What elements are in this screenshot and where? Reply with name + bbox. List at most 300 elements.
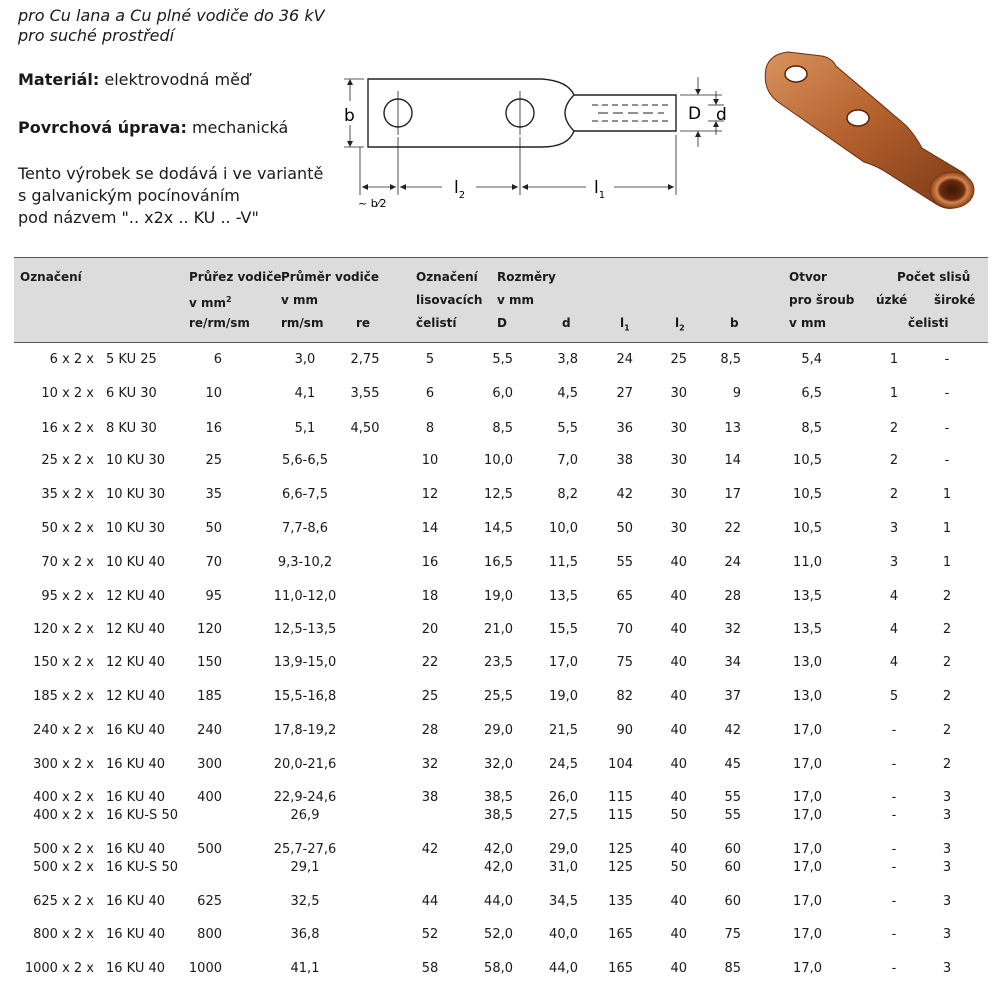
cell-l1: 115 [608,790,633,805]
cell-re: 4,50 [350,421,380,436]
header-celisti-3: čelistí [416,316,457,330]
cell-a: 240 x 2 x [33,723,94,738]
cell-l2: 50 [670,808,687,823]
cell-siroke: 2 [942,589,952,604]
table-top-rule [14,257,988,258]
cell-uzke: - [891,961,897,976]
cell-siroke: 2 [942,655,952,670]
cell-b: 12 KU 40 [106,689,166,704]
cell-D: 44,0 [484,894,513,909]
cell-D: 42,0 [484,860,513,875]
cell-siroke: 3 [942,927,952,942]
header-rozmery-2: v mm [497,293,535,307]
cell-rmsm: 6,6-7,5 [281,487,329,502]
cell-uzke: - [891,927,897,942]
cell-b: 12 KU 40 [106,622,166,637]
cell-b: 12 KU 40 [106,589,166,604]
cell-re: 2,75 [350,352,380,367]
cell-bb: 14 [724,453,741,468]
cell-cel: 28 [421,723,439,738]
cell-prurez: 150 [197,655,222,670]
cell-uzke: 4 [889,622,899,637]
cell-rmsm: 29,1 [290,860,320,875]
cell-d: 24,5 [549,757,578,772]
cell-bb: 60 [724,894,741,909]
cell-otvor: 17,0 [793,723,822,738]
cell-l1: 135 [608,894,633,909]
cell-uzke: 5 [889,689,899,704]
cell-a: 10 x 2 x [41,386,94,401]
cell-rmsm: 15,5-16,8 [273,689,337,704]
cell-uzke: 1 [889,352,899,367]
cell-rmsm: 4,1 [294,386,316,401]
cell-b: 16 KU 40 [106,961,166,976]
cell-prurez: 25 [205,453,222,468]
cell-siroke: - [944,352,950,367]
cell-l2: 40 [670,894,687,909]
dim-l1-label: $l_1$ [594,178,606,201]
cell-prurez: 50 [205,521,222,536]
cell-l2: 30 [670,386,687,401]
cell-D: 58,0 [484,961,513,976]
cell-l1: 75 [616,655,633,670]
cell-cel: 58 [421,961,439,976]
cell-b: 10 KU 30 [106,487,166,502]
cell-siroke: 1 [942,555,952,570]
cell-prurez: 95 [205,589,222,604]
cell-bb: 28 [724,589,741,604]
cell-uzke: - [891,808,897,823]
cell-d: 29,0 [549,842,578,857]
cell-l1: 50 [616,521,633,536]
header-l2: $l_2$ [675,316,685,333]
header-prumer-2: v mm [281,293,319,307]
cell-a: 70 x 2 x [41,555,94,570]
cell-l2: 40 [670,555,687,570]
cell-d: 34,5 [549,894,578,909]
cell-d: 19,0 [549,689,578,704]
cell-D: 52,0 [484,927,513,942]
cell-l1: 165 [608,961,633,976]
cell-siroke: 3 [942,894,952,909]
cell-l1: 70 [616,622,633,637]
header-otvor-1: Otvor [789,270,827,284]
cell-cel: 22 [421,655,439,670]
cell-D: 32,0 [484,757,513,772]
cell-rmsm: 5,6-6,5 [281,453,329,468]
cell-uzke: 4 [889,655,899,670]
cell-cel: 52 [421,927,439,942]
cell-b: 6 KU 30 [106,386,157,401]
cell-D: 38,5 [484,790,513,805]
cell-rmsm: 5,1 [294,421,316,436]
cell-otvor: 17,0 [793,961,822,976]
cell-uzke: 2 [889,487,899,502]
cell-l2: 40 [670,961,687,976]
cell-bb: 55 [724,808,741,823]
cell-uzke: - [891,842,897,857]
cell-b: 16 KU 40 [106,842,166,857]
dim-b-label: b [344,106,355,126]
lug-technical-drawing [330,65,750,225]
cell-otvor: 13,5 [793,622,822,637]
cell-bb: 34 [724,655,741,670]
cell-l1: 125 [608,860,633,875]
cell-l2: 30 [670,521,687,536]
cell-D: 25,5 [484,689,513,704]
cell-siroke: 2 [942,622,952,637]
cell-cel: 5 [425,352,435,367]
cell-cel: 44 [421,894,439,909]
cell-siroke: 2 [942,757,952,772]
cell-a: 300 x 2 x [33,757,94,772]
cell-rmsm: 25,7-27,6 [273,842,337,857]
dim-b-half-label: ~ b⁄2 [358,197,387,210]
cell-uzke: - [891,723,897,738]
cell-rmsm: 41,1 [290,961,320,976]
cell-l2: 40 [670,655,687,670]
cell-uzke: 4 [889,589,899,604]
material-line [18,70,250,90]
cell-b: 8 KU 30 [106,421,157,436]
cell-bb: 8,5 [720,352,741,367]
cell-d: 15,5 [549,622,578,637]
cell-cel: 38 [421,790,439,805]
cell-d: 27,5 [549,808,578,823]
cell-bb: 45 [724,757,741,772]
cell-bb: 9 [732,386,741,401]
cell-D: 6,0 [492,386,513,401]
cell-siroke: 1 [942,487,952,502]
header-pocet-celisti: čelisti [908,316,949,330]
cell-b: 16 KU 40 [106,757,166,772]
material-value: elektrovodná měď [104,70,251,89]
cell-prurez: 185 [197,689,222,704]
header-prumer-re: re [356,316,371,330]
cell-l2: 40 [670,757,687,772]
cell-rmsm: 7,7-8,6 [281,521,329,536]
cell-cel: 16 [421,555,439,570]
cell-l2: 25 [670,352,687,367]
cell-prurez: 70 [205,555,222,570]
cell-bb: 37 [724,689,741,704]
cell-l2: 30 [670,421,687,436]
note-line-3: pod názvem ".. x2x .. KU .. -V" [18,208,259,227]
cell-a: 16 x 2 x [41,421,94,436]
cell-uzke: - [891,757,897,772]
cell-cel: 25 [421,689,439,704]
cell-otvor: 13,0 [793,655,822,670]
cell-siroke: 3 [942,842,952,857]
cell-otvor: 17,0 [793,894,822,909]
cell-rmsm: 20,0-21,6 [273,757,337,772]
cell-uzke: - [891,790,897,805]
cell-otvor: 5,4 [801,352,822,367]
cell-a: 150 x 2 x [33,655,94,670]
header-pocet-uzke: úzké [876,293,908,307]
cell-prurez: 120 [197,622,222,637]
cell-D: 42,0 [484,842,513,857]
cell-bb: 60 [724,842,741,857]
cell-l1: 55 [616,555,633,570]
header-otvor-2: pro šroub [789,293,855,307]
cell-d: 8,2 [557,487,578,502]
cell-otvor: 11,0 [793,555,822,570]
header-prurez-3: re/rm/sm [189,316,250,330]
cell-prurez: 800 [197,927,222,942]
cell-otvor: 8,5 [801,421,822,436]
header-rozmery-1: Rozměry [497,270,556,284]
dim-D-label: D [688,104,702,124]
cell-d: 40,0 [549,927,578,942]
cell-siroke: 3 [942,790,952,805]
cell-a: 1000 x 2 x [24,961,94,976]
header-l1: $l_1$ [620,316,630,333]
cell-b: 16 KU-S 50 [106,860,178,875]
cell-prurez: 16 [205,421,222,436]
cell-bb: 42 [724,723,741,738]
cell-a: 95 x 2 x [41,589,94,604]
cell-siroke: 1 [942,521,952,536]
cell-uzke: 1 [889,386,899,401]
cell-bb: 13 [724,421,741,436]
cell-rmsm: 12,5-13,5 [273,622,337,637]
cell-rmsm: 13,9-15,0 [273,655,337,670]
header-prumer-rmsm: rm/sm [281,316,324,330]
cell-prurez: 300 [197,757,222,772]
cell-d: 21,5 [549,723,578,738]
cell-cel: 42 [421,842,439,857]
header-prurez-1: Průřez vodiče [189,270,282,284]
cell-l1: 42 [616,487,633,502]
cell-a: 625 x 2 x [33,894,94,909]
cell-siroke: 3 [942,860,952,875]
cell-a: 500 x 2 x [33,842,94,857]
note-line-2: s galvanickým pocínováním [18,186,240,205]
cell-d: 17,0 [549,655,578,670]
cell-b: 16 KU-S 50 [106,808,178,823]
header-prumer-1: Průměr vodiče [281,270,380,284]
cell-uzke: - [891,860,897,875]
cell-a: 35 x 2 x [41,487,94,502]
cell-a: 25 x 2 x [41,453,94,468]
cell-otvor: 17,0 [793,842,822,857]
cell-rmsm: 3,0 [294,352,316,367]
cell-l1: 165 [608,927,633,942]
cell-uzke: - [891,894,897,909]
copper-lug-photo [752,44,988,216]
subtitle-line-2: pro suché prostředí [18,26,175,45]
cell-a: 800 x 2 x [33,927,94,942]
cell-cel: 32 [421,757,439,772]
cell-rmsm: 36,8 [290,927,320,942]
cell-otvor: 17,0 [793,790,822,805]
header-b: b [730,316,739,330]
header-d: d [562,316,571,330]
cell-siroke: - [944,386,950,401]
cell-l1: 38 [616,453,633,468]
cell-cel: 12 [421,487,439,502]
cell-l1: 125 [608,842,633,857]
cell-b: 10 KU 40 [106,555,166,570]
cell-l1: 82 [616,689,633,704]
cell-l2: 40 [670,790,687,805]
cell-b: 10 KU 30 [106,453,166,468]
cell-l1: 24 [616,352,633,367]
cell-b: 10 KU 30 [106,521,166,536]
cell-d: 4,5 [557,386,578,401]
cell-prurez: 6 [213,352,222,367]
header-celisti-2: lisovacích [416,293,483,307]
cell-bb: 22 [724,521,741,536]
cell-otvor: 17,0 [793,808,822,823]
subtitle-line-1: pro Cu lana a Cu plné vodiče do 36 kV [18,6,325,25]
cell-d: 13,5 [549,589,578,604]
cell-prurez: 1000 [188,961,222,976]
cell-siroke: 2 [942,723,952,738]
cell-l2: 30 [670,453,687,468]
cell-bb: 55 [724,790,741,805]
cell-l1: 36 [616,421,633,436]
cell-prurez: 240 [197,723,222,738]
cell-siroke: - [944,421,950,436]
cell-d: 31,0 [549,860,578,875]
cell-prurez: 10 [205,386,222,401]
cell-b: 16 KU 40 [106,790,166,805]
cell-otvor: 6,5 [801,386,822,401]
cell-cel: 20 [421,622,439,637]
cell-l2: 40 [670,689,687,704]
cell-uzke: 3 [889,521,899,536]
cell-otvor: 10,5 [793,487,822,502]
cell-prurez: 625 [197,894,222,909]
cell-D: 38,5 [484,808,513,823]
cell-bb: 24 [724,555,741,570]
cell-siroke: 3 [942,961,952,976]
cell-D: 14,5 [484,521,513,536]
cell-l1: 65 [616,589,633,604]
cell-l2: 40 [670,927,687,942]
cell-cel: 8 [425,421,435,436]
cell-b: 16 KU 40 [106,894,166,909]
material-label: Materiál: [18,70,100,89]
cell-D: 21,0 [484,622,513,637]
header-D: D [497,316,507,330]
cell-prurez: 400 [197,790,222,805]
cell-cel: 14 [421,521,439,536]
cell-bb: 85 [724,961,741,976]
cell-a: 6 x 2 x [49,352,94,367]
cell-l2: 40 [670,723,687,738]
cell-b: 12 KU 40 [106,655,166,670]
cell-D: 23,5 [484,655,513,670]
cell-otvor: 10,5 [793,521,822,536]
cell-l2: 30 [670,487,687,502]
cell-otvor: 17,0 [793,860,822,875]
cell-d: 26,0 [549,790,578,805]
cell-l2: 40 [670,622,687,637]
cell-cel: 18 [421,589,439,604]
cell-D: 10,0 [484,453,513,468]
cell-a: 50 x 2 x [41,521,94,536]
cell-l2: 40 [670,842,687,857]
cell-D: 8,5 [492,421,513,436]
cell-l1: 115 [608,808,633,823]
header-prurez-2: v $mm^2$ [189,295,232,310]
cell-l2: 40 [670,589,687,604]
cell-otvor: 10,5 [793,453,822,468]
cell-prurez: 35 [205,487,222,502]
note-line-1: Tento výrobek se dodává i ve variantě [18,164,324,183]
cell-l1: 27 [616,386,633,401]
cell-otvor: 17,0 [793,757,822,772]
cell-D: 5,5 [492,352,513,367]
cell-uzke: 2 [889,421,899,436]
cell-l1: 104 [608,757,633,772]
cell-re: 3,55 [350,386,380,401]
cell-cel: 6 [425,386,435,401]
header-oznaceni: Označení [20,270,82,284]
cell-bb: 75 [724,927,741,942]
cell-b: 16 KU 40 [106,927,166,942]
cell-siroke: 3 [942,808,952,823]
header-celisti-1: Označení [416,270,478,284]
cell-otvor: 13,0 [793,689,822,704]
cell-l1: 90 [616,723,633,738]
cell-D: 29,0 [484,723,513,738]
cell-a: 400 x 2 x [33,808,94,823]
cell-a: 185 x 2 x [33,689,94,704]
cell-rmsm: 17,8-19,2 [273,723,337,738]
cell-D: 12,5 [484,487,513,502]
cell-bb: 17 [724,487,741,502]
cell-rmsm: 26,9 [290,808,320,823]
cell-b: 16 KU 40 [106,723,166,738]
dim-l2-label: $l_2$ [454,178,466,201]
dim-d-label: d [716,105,727,125]
cell-d: 5,5 [557,421,578,436]
cell-bb: 60 [724,860,741,875]
table-header-rule [14,342,988,343]
header-otvor-3: v mm [789,316,827,330]
surface-value: mechanická [191,118,289,137]
cell-uzke: 2 [889,453,899,468]
header-pocet-1: Počet slisů [897,270,971,284]
surface-label: Povrchová úprava: [18,118,187,137]
cell-a: 500 x 2 x [33,860,94,875]
cell-siroke: 2 [942,689,952,704]
cell-rmsm: 22,9-24,6 [273,790,337,805]
cell-rmsm: 32,5 [290,894,320,909]
cell-D: 19,0 [484,589,513,604]
cell-rmsm: 9,3-10,2 [277,555,333,570]
cell-a: 120 x 2 x [33,622,94,637]
surface-line [18,118,288,138]
cell-uzke: 3 [889,555,899,570]
cell-prurez: 500 [197,842,222,857]
cell-l2: 50 [670,860,687,875]
cell-cel: 10 [421,453,439,468]
cell-rmsm: 11,0-12,0 [273,589,337,604]
cell-siroke: - [944,453,950,468]
cell-d: 11,5 [549,555,578,570]
header-pocet-siroke: široké [934,293,976,307]
cell-otvor: 13,5 [793,589,822,604]
cell-d: 7,0 [557,453,578,468]
cell-bb: 32 [724,622,741,637]
cell-otvor: 17,0 [793,927,822,942]
cell-d: 10,0 [549,521,578,536]
